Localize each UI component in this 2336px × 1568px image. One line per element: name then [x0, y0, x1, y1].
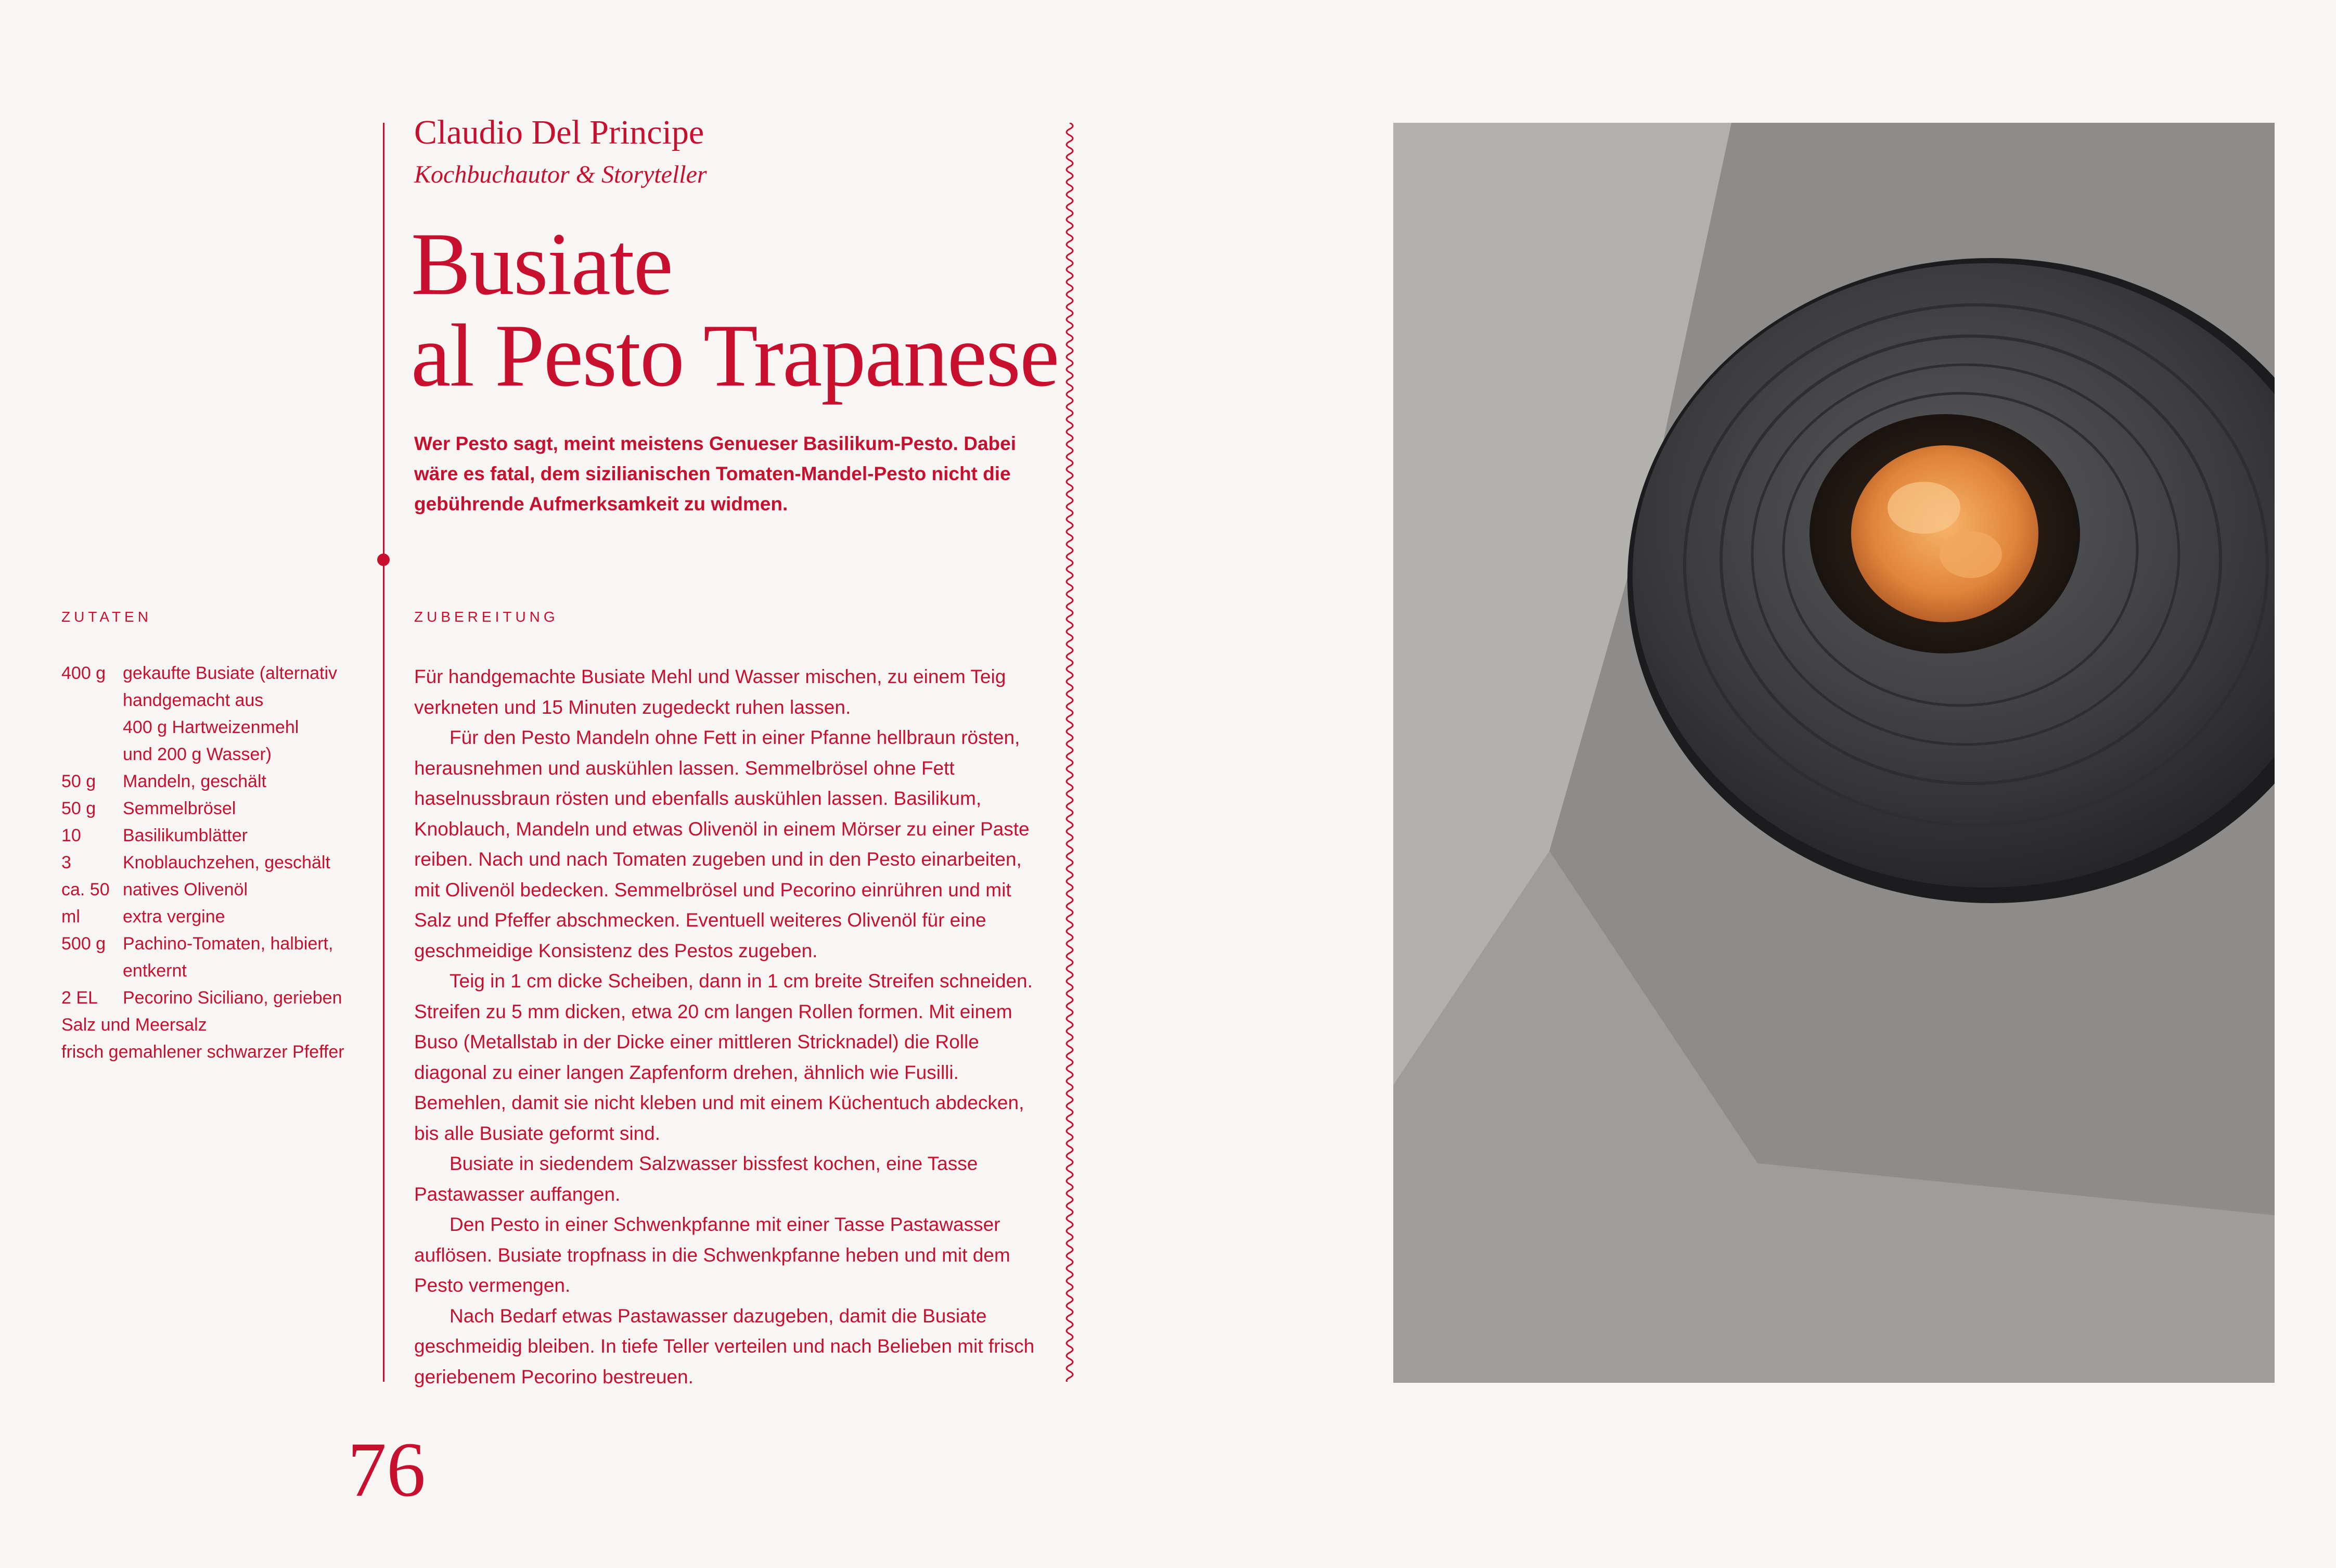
ingredient-row [61, 795, 384, 822]
ingredient-desc: Salz und Meersalz [61, 1015, 207, 1035]
ingredient-desc: Basilikumblätter [123, 826, 248, 845]
ingredient-qty: 10 [61, 826, 81, 845]
ingredient-qty: 50 g [61, 772, 96, 791]
ingredient-qty: 3 [61, 853, 71, 872]
plate-image [1393, 123, 2275, 1383]
preparation-text [414, 662, 1038, 1392]
ingredient-qty: ca. 50 ml [61, 880, 110, 927]
preparation-paragraph: Für handgemachte Busiate Mehl und Wasser mischen, zu einem Teig verkneten und 15 Minuten zugedeckt ruhen lassen. [414, 666, 1006, 718]
ingredient-qty: 2 EL [61, 988, 98, 1008]
ingredient-desc: natives Olivenöl extra vergine [123, 880, 248, 927]
ingredient-desc: gekaufte Busiate (alternativ handgemacht aus 400 g Hartweizenmehl und 200 g Wasser) [123, 663, 338, 764]
recipe-title [411, 215, 1059, 405]
ingredients-list [61, 660, 384, 1065]
preparation-paragraph: Den Pesto in einer Schwenkpfanne mit einer Tasse Pastawasser auflösen. Busiate tropfnass in die Schwenkpfanne heben und mit dem Pesto vermengen. [414, 1214, 1010, 1296]
title-line-1: Busiate [411, 215, 672, 314]
title-line-2: al Pesto Trapanese [411, 306, 1059, 405]
preparation-label: ZUBEREITUNG [414, 609, 559, 625]
ingredient-row [61, 1038, 384, 1065]
ingredient-row [61, 930, 384, 984]
ingredient-desc: Pecorino Siciliano, gerieben [123, 988, 342, 1008]
preparation-paragraph: Nach Bedarf etwas Pastawasser dazugeben, damit die Busiate geschmeidig bleiben. In tiefe Teller verteilen und nach Belieben mit frisch geriebenem Pecorino bestreuen. [414, 1305, 1035, 1387]
ingredient-row [61, 876, 384, 930]
author-role: Kochbuchautor & Storyteller [414, 161, 707, 188]
ingredient-row [61, 822, 384, 849]
author-name: Claudio Del Principe [414, 113, 704, 151]
ingredient-desc: Semmelbrösel [123, 799, 236, 818]
ingredient-qty: 400 g [61, 663, 106, 683]
ingredient-desc: Pachino-Tomaten, halbiert, entkernt [123, 934, 333, 981]
rule-dot [377, 554, 390, 566]
ingredient-row [61, 768, 384, 795]
ingredients-label: ZUTATEN [61, 609, 152, 625]
ingredient-row [61, 1011, 384, 1038]
preparation-paragraph: Teig in 1 cm dicke Scheiben, dann in 1 cm breite Streifen schneiden. Streifen zu 5 mm dicken, etwa 20 cm langen Rollen formen. Mit einem Buso (Metallstab in der Dicke einer mittleren Stricknadel) die Rolle diagonal zu einer langen Zapfenform drehen, ähnlich wie Fusilli. Bemehlen, damit sie nicht kleben und mit einem Küchentuch abdecken, bis alle Busiate geformt sind. [414, 970, 1033, 1144]
ingredient-qty: 50 g [61, 799, 96, 818]
preparation-paragraph: Für den Pesto Mandeln ohne Fett in einer Pfanne hellbraun rösten, herausnehmen und auskühlen lassen. Semmelbrösel ohne Fett haselnussbraun rösten und ebenfalls auskühlen lassen. Basilikum, Knoblauch, Mandeln und etwas Olivenöl in einem Mörser zu einer Paste reiben. Nach und nach Tomaten zugeben und in den Pesto einarbeiten, mit Olivenöl bedecken. Semmelbrösel und Pecorino einrühren und mit Salz und Pfeffer abschmecken. Eventuell weiteres Olivenöl für eine geschmeidige Konsistenz des Pestos zugeben. [414, 727, 1030, 961]
preparation-paragraph: Busiate in siedendem Salzwasser bissfest kochen, eine Tasse Pastawasser auffangen. [414, 1153, 978, 1205]
intro-text: Wer Pesto sagt, meint meistens Genueser Basilikum-Pesto. Dabei wäre es fatal, dem sizilianischen Tomaten-Mandel-Pesto nicht die gebührende Aufmerksamkeit zu widmen. [414, 433, 1016, 515]
ingredient-row [61, 849, 384, 876]
dish-photo [1393, 123, 2275, 1383]
page-number: 76 [348, 1426, 426, 1513]
wavy-divider [1059, 123, 1080, 1382]
ingredient-qty: 500 g [61, 934, 106, 954]
ingredient-row [61, 660, 384, 768]
ingredient-desc: frisch gemahlener schwarzer Pfeffer [61, 1042, 344, 1062]
ingredient-desc: Mandeln, geschält [123, 772, 266, 791]
ingredient-desc: Knoblauchzehen, geschält [123, 853, 330, 872]
ingredient-row [61, 984, 384, 1011]
